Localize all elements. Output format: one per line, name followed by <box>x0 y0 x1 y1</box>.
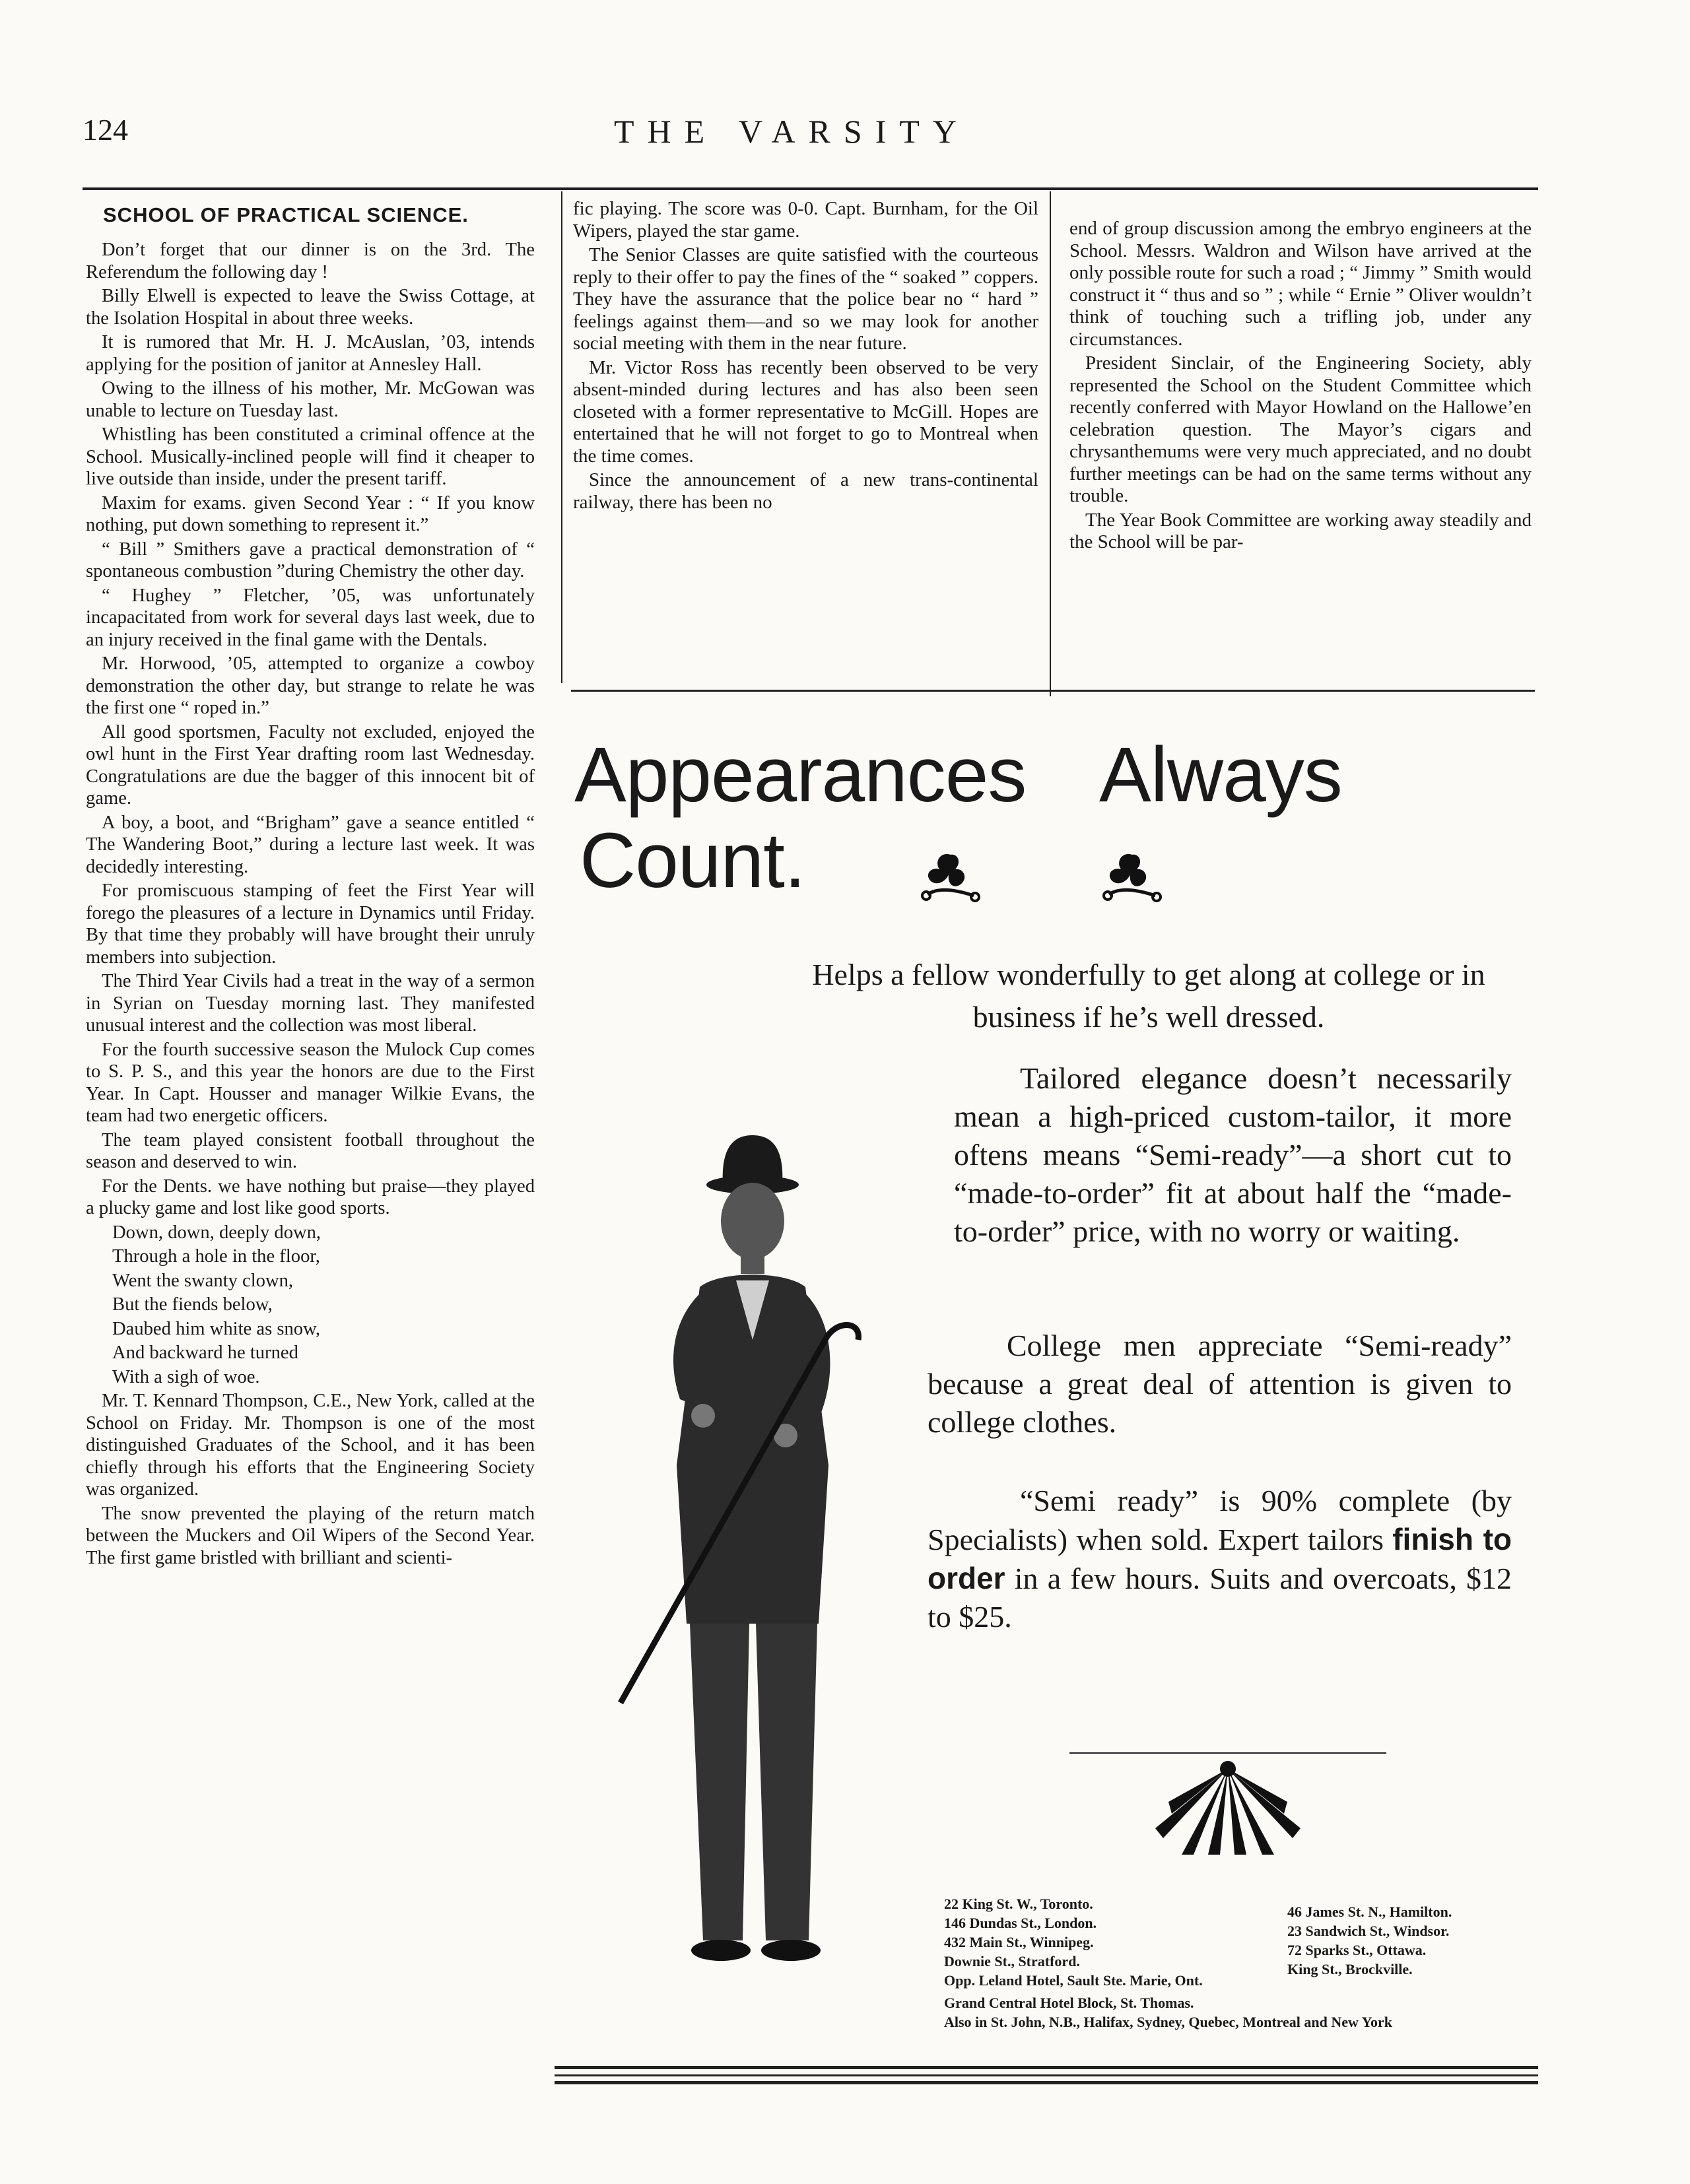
poem-line: Through a hole in the floor, <box>112 1246 320 1267</box>
address-list-left <box>944 1894 1314 1990</box>
paragraph: The Year Book Committee are working away steadily and the School will be par- <box>1069 509 1532 552</box>
paragraph: Owing to the illness of his mother, Mr. McGowan was unable to lecture on Tuesday last. <box>86 378 535 421</box>
address-line: 22 King St. W., Toronto. <box>944 1896 1093 1912</box>
ornament-rule <box>1069 1752 1386 1754</box>
paragraph: President Sinclair, of the Engineering Society, ably represented the School on the Student Committee which recently conferred with Mayor Howland on the Hallowe’en celebration question. The Mayor’s cigars and chrysanthemums were very much appreciated, and no doubt further meetings can be had on the same terms without any trouble. <box>1069 352 1532 506</box>
ad-body-paragraph: College men appreciate “Semi-ready” because a great deal of attention is given to college clothes. <box>928 1329 1512 1439</box>
ad-headline-appearances: Appearances <box>574 731 1027 818</box>
ad-body-paragraph: Tailored elegance doesn’t necessarily mean a high-priced custom-tailor, it more oftens means “Semi-ready”—a short cut to “made-to-order” fit at about half the “made-to-order” price, with no worry or waiting. <box>954 1061 1512 1248</box>
column-divider <box>561 191 562 683</box>
leaf-ornament-icon <box>914 848 987 920</box>
paragraph: Mr. Horwood, ’05, attempted to organize a cowboy demonstration the other day, but strange to relate he was the first one “ roped in.” <box>86 653 535 718</box>
ad-top-rule <box>571 690 1535 692</box>
sunburst-ornament-icon <box>1142 1756 1314 1861</box>
right-column <box>1069 218 1532 556</box>
address-line: 46 James St. N., Hamilton. <box>1287 1903 1452 1920</box>
leaf-ornament-icon <box>1096 848 1168 920</box>
paragraph: The Third Year Civils had a treat in the way of a sermon in Syrian on Tuesday morning last. They manifested unusual interest and the collection was most liberal. <box>86 971 535 1036</box>
poem-line: And backward he turned <box>112 1342 298 1363</box>
ad-text: in a few hours. Suits and overcoats, $12 to $25. <box>928 1562 1512 1634</box>
address-list-bottom <box>944 1993 1538 2032</box>
address-line: Opp. Leland Hotel, Sault Ste. Marie, Ont. <box>944 1972 1203 1989</box>
paragraph: Billy Elwell is expected to leave the Swiss Cottage, at the Isolation Hospital in about three weeks. <box>86 286 535 329</box>
page-number: 124 <box>83 113 128 147</box>
column-divider <box>1050 191 1051 696</box>
poem-line: With a sigh of woe. <box>112 1366 260 1387</box>
address-line: King St., Brockville. <box>1287 1961 1413 1977</box>
left-paragraphs <box>86 239 535 1220</box>
paragraph: Mr. T. Kennard Thompson, C.E., New York, called at the School on Friday. Mr. Thompson is one of the most distinguished Graduates of the School, and it has been chiefly through his efforts that the Engineering Society was organized. <box>86 1391 535 1500</box>
header-rule <box>83 187 1538 190</box>
paragraph: Whistling has been constituted a criminal offence at the School. Musically-inclined people will find it cheaper to live outside than inside, under the present tariff. <box>86 424 535 489</box>
poem-line: But the fiends below, <box>112 1294 273 1315</box>
address-line: 72 Sparks St., Ottawa. <box>1287 1942 1427 1958</box>
paragraph: For the fourth successive season the Mulock Cup comes to S. P. S., and this year the honors are due to the First Year. In Capt. Housser and manager Wilkie Evans, the team had two energetic officers. <box>86 1039 535 1126</box>
address-list-right <box>1287 1902 1551 1979</box>
paragraph: “ Bill ” Smithers gave a practical demonstration of “ spontaneous combustion ”during Chemistry the other day. <box>86 539 535 581</box>
footer-rule <box>555 2066 1538 2069</box>
ad-headline-always: Always <box>1099 731 1342 818</box>
ad-subheadline: Helps a fellow wonderfully to get along at college or in business if he’s well dressed. <box>812 958 1485 1034</box>
poem <box>86 1222 535 1389</box>
address-line: 146 Dundas St., London. <box>944 1915 1097 1931</box>
poem-line: Daubed him white as snow, <box>112 1318 321 1339</box>
paragraph: Maxim for exams. given Second Year : “ If you know nothing, put down something to represent it.” <box>86 492 535 535</box>
paragraph: fic playing. The score was 0-0. Capt. Burnham, for the Oil Wipers, played the star game. <box>573 198 1038 242</box>
ad-headline-count: Count. <box>580 817 805 904</box>
address-line: Grand Central Hotel Block, St. Thomas. <box>944 1995 1194 2011</box>
paragraph: The team played consistent football throughout the season and deserved to win. <box>86 1129 535 1172</box>
poem-line: Down, down, deeply down, <box>112 1222 321 1243</box>
footer-rule <box>555 2081 1538 2084</box>
ad-text: “Semi ready” is 90% complete (by Specialists) when sold. Expert tailors <box>928 1484 1512 1556</box>
paragraph: Mr. Victor Ross has recently been observed to be very absent-minded during lectures and has also been seen closeted with a former representative to McGill. Hopes are entertained that he will not forget to go to Montreal when the time comes. <box>573 356 1038 467</box>
paragraph: For promiscuous stamping of feet the First Year will forego the pleasures of a lecture in Dynamics until Friday. By that time they probably will have brought their unruly members into subjection. <box>86 880 535 968</box>
middle-column <box>573 198 1038 515</box>
paragraph: It is rumored that Mr. H. J. McAuslan, ’03, intends applying for the position of janitor at Annesley Hall. <box>86 332 535 375</box>
gentleman-illustration <box>568 1122 924 1993</box>
masthead-title: THE VARSITY <box>614 113 970 150</box>
paragraph: Since the announcement of a new trans-continental railway, there has been no <box>573 469 1038 513</box>
paragraph: For the Dents. we have nothing but praise—they played a plucky game and lost like good sports. <box>86 1175 535 1218</box>
left-column <box>86 198 535 1571</box>
paragraph: All good sportsmen, Faculty not excluded, enjoyed the owl hunt in the First Year drafting room last Wednesday. Congratulations are due the bagger of this innocent bit of game. <box>86 721 535 809</box>
ad-body-paragraph <box>928 1482 1512 1636</box>
paragraph: The snow prevented the playing of the return match between the Muckers and Oil Wipers of the Second Year. The first game bristled with brilliant and scienti- <box>86 1503 535 1568</box>
address-line: 432 Main St., Winnipeg. <box>944 1934 1094 1950</box>
paragraph: Don’t forget that our dinner is on the 3rd. The Referendum the following day ! <box>86 240 535 282</box>
paragraph: A boy, a boot, and “Brigham” gave a seance entitled “ The Wandering Boot,” during a lecture last week. It was decidedly interesting. <box>86 812 535 877</box>
paragraph: “ Hughey ” Fletcher, ’05, was unfortunately incapacitated from work for several days last week, due to an injury received in the final game with the Dentals. <box>86 585 535 650</box>
footer-rule <box>555 2074 1538 2076</box>
poem-line: Went the swanty clown, <box>112 1270 294 1291</box>
address-line: Downie St., Stratford. <box>944 1953 1080 1969</box>
section-heading: SCHOOL OF PRACTICAL SCIENCE. <box>103 203 469 226</box>
ad-emphasis: finish to order <box>928 1522 1512 1595</box>
paragraph: end of group discussion among the embryo engineers at the School. Messrs. Waldron and Wilson have arrived at the only possible route for such a road ; “ Jimmy ” Smith would construct it “ thus and so ” ; while “ Ernie ” Oliver wouldn’t think of touching such a trifling job, under any circumstances. <box>1069 218 1532 350</box>
paragraph: The Senior Classes are quite satisfied with the courteous reply to their offer to pay the fines of the “ soaked ” coppers. They have the assurance that the police bear no “ hard ” feelings against them—and so we may look for another social meeting with them in the near future. <box>573 244 1038 354</box>
address-line: Also in St. John, N.B., Halifax, Sydney, Quebec, Montreal and New York <box>944 2014 1393 2030</box>
address-line: 23 Sandwich St., Windsor. <box>1287 1923 1450 1939</box>
